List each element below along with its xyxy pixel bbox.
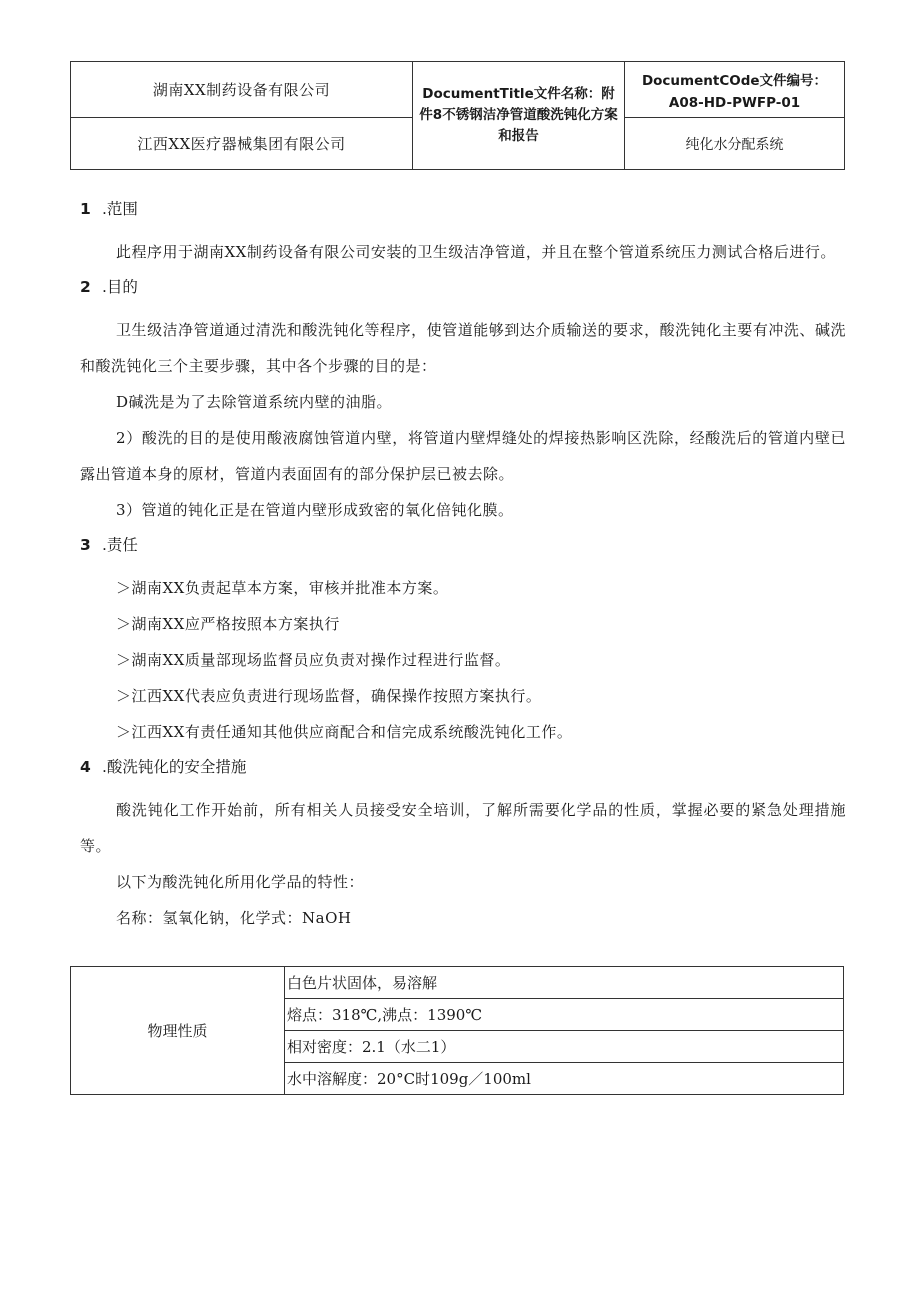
company-name-1: 湖南XX制药设备有限公司: [71, 62, 413, 118]
property-row: 白色片状固体，易溶解: [285, 967, 844, 999]
list-item: ＞江西XX有责任通知其他供应商配合和信完成系统酸洗钝化工作。: [116, 723, 573, 741]
document-code-cell: [625, 62, 845, 118]
list-item: D碱洗是为了去除管道系统内壁的油脂。: [116, 393, 393, 411]
section-number: 4: [80, 758, 91, 776]
document-code-label: DocumentCOde文件编号：: [641, 72, 828, 89]
document-header-table: [70, 61, 845, 170]
section-heading: [80, 198, 846, 220]
section-responsibility: [80, 534, 846, 750]
section-heading: [80, 534, 846, 556]
paragraph: 此程序用于湖南XX制药设备有限公司安装的卫生级洁净管道，并且在整个管道系统压力测试合格后进行。: [116, 243, 836, 261]
list-item: ＞湖南XX质量部现场监督员应负责对操作过程进行监督。: [116, 651, 511, 669]
section-title: .酸洗钝化的安全措施: [102, 758, 247, 776]
section-title: .目的: [102, 278, 138, 296]
property-row: 水中溶解度：20°C时109g／100ml: [285, 1063, 844, 1095]
section-title: .责任: [102, 536, 138, 554]
paragraph: 卫生级洁净管道通过清洗和酸洗钝化等程序，使管道能够到达介质输送的要求，酸洗钝化主要有冲洗、碱洗和酸洗钝化三个主要步骤，其中各个步骤的目的是：: [80, 321, 846, 375]
list-item: ＞湖南XX应严格按照本方案执行: [116, 615, 340, 633]
section-scope: [80, 198, 846, 270]
document-title: DocumentTitle文件名称：附件8不锈钢洁净管道酸洗钝化方案和报告: [413, 62, 625, 170]
system-name: 纯化水分配系统: [625, 118, 845, 170]
section-heading: [80, 276, 846, 298]
document-code-value: A08-HD-PWFP-01: [668, 94, 801, 111]
section-heading: [80, 756, 846, 778]
chemical-property-table: [70, 966, 844, 1095]
section-number: 2: [80, 278, 91, 296]
property-row: 相对密度：2.1（水二1）: [285, 1031, 844, 1063]
paragraph: 以下为酸洗钝化所用化学品的特性：: [116, 873, 365, 891]
property-label: 物理性质: [71, 967, 285, 1095]
paragraph: 酸洗钝化工作开始前，所有相关人员接受安全培训，了解所需要化学品的性质，掌握必要的紧急处理措施等。: [80, 801, 846, 855]
section-title: .范围: [102, 200, 138, 218]
list-item: ＞湖南XX负责起草本方案，审核并批准本方案。: [116, 579, 449, 597]
list-item: ＞江西XX代表应负责进行现场监督，确保操作按照方案执行。: [116, 687, 542, 705]
section-purpose: [80, 276, 846, 528]
section-number: 1: [80, 200, 91, 218]
company-name-2: 江西XX医疗器械集团有限公司: [71, 118, 413, 170]
section-safety: [80, 756, 846, 936]
property-row: 熔点：318℃,沸点：1390℃: [285, 999, 844, 1031]
paragraph: 名称：氢氧化钠，化学式：NaOH: [116, 909, 352, 927]
list-item: 3）管道的钝化正是在管道内壁形成致密的氧化倍钝化膜。: [116, 501, 514, 519]
list-item: 2）酸洗的目的是使用酸液腐蚀管道内壁，将管道内壁焊缝处的焊接热影响区洗除，经酸洗后的管道内壁已露出管道本身的原材，管道内表面固有的部分保护层已被去除。: [80, 429, 846, 483]
section-number: 3: [80, 536, 91, 554]
document-body: [80, 198, 846, 942]
